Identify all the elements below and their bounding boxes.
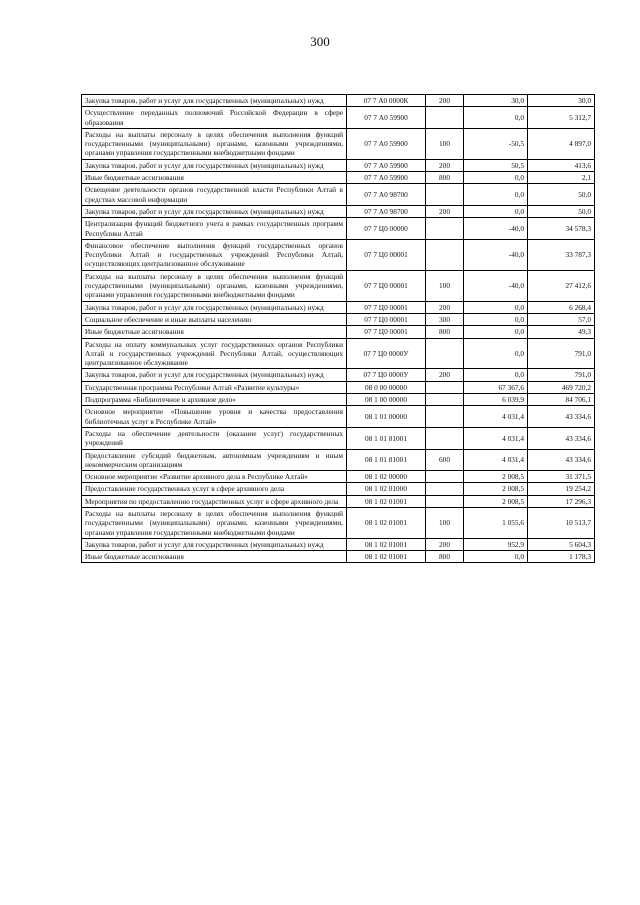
row-expense-type bbox=[426, 184, 464, 206]
row-total-amount: 413,6 bbox=[528, 159, 595, 171]
row-code: 07 7 А0 98700 bbox=[347, 205, 426, 217]
row-change-amount: 2 008,5 bbox=[464, 495, 528, 507]
row-name: Иные бюджетные ассигнования bbox=[82, 326, 347, 338]
row-change-amount: -50,5 bbox=[464, 128, 528, 159]
row-code: 08 1 02 00000 bbox=[347, 471, 426, 483]
table-row bbox=[82, 394, 595, 406]
row-code: 07 7 Ц0 00001 bbox=[347, 301, 426, 313]
row-code: 07 7 А0 59900 bbox=[347, 172, 426, 184]
row-code: 08 1 02 01001 bbox=[347, 507, 426, 538]
row-expense-type: 200 bbox=[426, 159, 464, 171]
row-total-amount: 469 720,2 bbox=[528, 381, 595, 393]
row-name: Закупка товаров, работ и услуг для государственных (муниципальных) нужд bbox=[82, 301, 347, 313]
row-expense-type: 100 bbox=[426, 507, 464, 538]
row-code: 07 7 Ц0 00001 bbox=[347, 270, 426, 301]
row-name: Основное мероприятие «Повышение уровня и качества предоставления библиотечных услуг в Республике Алтай» bbox=[82, 406, 347, 428]
row-code: 07 7 А0 0000К bbox=[347, 95, 426, 107]
row-name: Закупка товаров, работ и услуг для государственных (муниципальных) нужд bbox=[82, 205, 347, 217]
row-total-amount: 43 334,6 bbox=[528, 449, 595, 471]
row-expense-type: 300 bbox=[426, 313, 464, 325]
row-code: 07 7 Ц0 0000У bbox=[347, 369, 426, 381]
row-name: Закупка товаров, работ и услуг для государственных (муниципальных) нужд bbox=[82, 369, 347, 381]
table-row bbox=[82, 551, 595, 563]
row-code: 07 7 Ц0 0000У bbox=[347, 338, 426, 369]
table-row bbox=[82, 507, 595, 538]
table-row bbox=[82, 301, 595, 313]
row-name: Иные бюджетные ассигнования bbox=[82, 551, 347, 563]
row-total-amount: 50,0 bbox=[528, 184, 595, 206]
row-name: Освещение деятельности органов государственной власти Республики Алтай в средствах массовой информации bbox=[82, 184, 347, 206]
row-name: Социальное обеспечение и иные выплаты населению bbox=[82, 313, 347, 325]
row-expense-type: 800 bbox=[426, 326, 464, 338]
row-code: 08 1 01 81001 bbox=[347, 449, 426, 471]
row-expense-type: 800 bbox=[426, 551, 464, 563]
row-change-amount: 4 031,4 bbox=[464, 406, 528, 428]
row-expense-type bbox=[426, 483, 464, 495]
row-code: 08 1 01 00000 bbox=[347, 406, 426, 428]
row-change-amount: 0,0 bbox=[464, 313, 528, 325]
budget-table-body bbox=[82, 95, 595, 563]
table-row bbox=[82, 270, 595, 301]
row-name: Расходы на выплаты персоналу в целях обеспечения выполнения функций государственными (муниципальными) органами, казенными учреждениями, органами управления государственными внебюджетными фондами bbox=[82, 270, 347, 301]
table-row bbox=[82, 313, 595, 325]
row-code: 08 1 02 01001 bbox=[347, 495, 426, 507]
table-row bbox=[82, 471, 595, 483]
row-code: 07 7 Ц0 00001 bbox=[347, 326, 426, 338]
row-total-amount: 19 254,2 bbox=[528, 483, 595, 495]
row-expense-type: 200 bbox=[426, 538, 464, 550]
row-change-amount: 4 031,4 bbox=[464, 427, 528, 449]
row-expense-type bbox=[426, 394, 464, 406]
row-expense-type bbox=[426, 427, 464, 449]
row-code: 07 7 Ц0 00001 bbox=[347, 313, 426, 325]
row-total-amount: 49,3 bbox=[528, 326, 595, 338]
row-change-amount: 0,0 bbox=[464, 326, 528, 338]
row-total-amount: 791,0 bbox=[528, 338, 595, 369]
row-expense-type bbox=[426, 406, 464, 428]
row-expense-type bbox=[426, 495, 464, 507]
table-row bbox=[82, 107, 595, 129]
table-row bbox=[82, 483, 595, 495]
table-row bbox=[82, 218, 595, 240]
table-row bbox=[82, 381, 595, 393]
table-row bbox=[82, 128, 595, 159]
row-expense-type bbox=[426, 239, 464, 270]
row-total-amount: 43 334,6 bbox=[528, 427, 595, 449]
row-change-amount: -40,0 bbox=[464, 270, 528, 301]
row-code: 08 0 00 00000 bbox=[347, 381, 426, 393]
row-code: 07 7 Ц0 00000 bbox=[347, 218, 426, 240]
page-number: 300 bbox=[310, 34, 330, 49]
row-code: 08 1 02 01001 bbox=[347, 538, 426, 550]
row-name: Расходы на оплату коммунальных услуг государственных органов Республики Алтай и государственных учреждений Республики Алтай, осуществляющих централизованное обслуживание bbox=[82, 338, 347, 369]
row-total-amount: 10 513,7 bbox=[528, 507, 595, 538]
row-expense-type: 200 bbox=[426, 205, 464, 217]
row-total-amount: 57,0 bbox=[528, 313, 595, 325]
row-expense-type bbox=[426, 338, 464, 369]
row-name: Закупка товаров, работ и услуг для государственных (муниципальных) нужд bbox=[82, 159, 347, 171]
row-total-amount: 5 604,3 bbox=[528, 538, 595, 550]
table-row bbox=[82, 172, 595, 184]
row-expense-type: 200 bbox=[426, 301, 464, 313]
table-row bbox=[82, 427, 595, 449]
row-name: Финансовое обеспечение выполнения функций государственных органов Республики Алтай и государственных учреждений Республики Алтай, осуществляющих централизованное обслуживание bbox=[82, 239, 347, 270]
row-code: 07 7 А0 98700 bbox=[347, 184, 426, 206]
row-change-amount: 4 031,4 bbox=[464, 449, 528, 471]
table-row bbox=[82, 95, 595, 107]
row-name: Предоставление государственных услуг в сфере архивного дела bbox=[82, 483, 347, 495]
row-total-amount: 30,0 bbox=[528, 95, 595, 107]
row-total-amount: 31 371,5 bbox=[528, 471, 595, 483]
row-name: Централизация функций бюджетного учета в рамках государственных программ Республики Алтай bbox=[82, 218, 347, 240]
row-code: 08 1 00 00000 bbox=[347, 394, 426, 406]
row-change-amount: 0,0 bbox=[464, 369, 528, 381]
row-total-amount: 43 334,6 bbox=[528, 406, 595, 428]
row-name: Закупка товаров, работ и услуг для государственных (муниципальных) нужд bbox=[82, 538, 347, 550]
table-row bbox=[82, 205, 595, 217]
row-change-amount: 0,0 bbox=[464, 107, 528, 129]
row-total-amount: 27 412,6 bbox=[528, 270, 595, 301]
row-change-amount: 0,0 bbox=[464, 301, 528, 313]
table-row bbox=[82, 239, 595, 270]
table-row bbox=[82, 538, 595, 550]
row-change-amount: 0,0 bbox=[464, 205, 528, 217]
row-total-amount: 791,0 bbox=[528, 369, 595, 381]
row-total-amount: 2,1 bbox=[528, 172, 595, 184]
table-row bbox=[82, 495, 595, 507]
row-code: 08 1 02 01000 bbox=[347, 483, 426, 495]
row-expense-type: 800 bbox=[426, 172, 464, 184]
row-code: 07 7 А0 59900 bbox=[347, 159, 426, 171]
row-code: 08 1 01 81001 bbox=[347, 427, 426, 449]
row-change-amount: 0,0 bbox=[464, 338, 528, 369]
row-change-amount: 67 367,6 bbox=[464, 381, 528, 393]
row-change-amount: 6 039,9 bbox=[464, 394, 528, 406]
row-expense-type: 200 bbox=[426, 95, 464, 107]
row-name: Расходы на обеспечение деятельности (оказание услуг) государственных учреждений bbox=[82, 427, 347, 449]
row-total-amount: 34 578,3 bbox=[528, 218, 595, 240]
row-name: Иные бюджетные ассигнования bbox=[82, 172, 347, 184]
row-change-amount: -40,0 bbox=[464, 239, 528, 270]
row-name: Подпрограмма «Библиотечное и архивное дело» bbox=[82, 394, 347, 406]
row-total-amount: 5 312,7 bbox=[528, 107, 595, 129]
table-row bbox=[82, 326, 595, 338]
row-expense-type bbox=[426, 381, 464, 393]
row-change-amount: 0,0 bbox=[464, 172, 528, 184]
table-row bbox=[82, 184, 595, 206]
row-total-amount: 6 268,4 bbox=[528, 301, 595, 313]
row-total-amount: 84 706,1 bbox=[528, 394, 595, 406]
row-expense-type bbox=[426, 218, 464, 240]
row-change-amount: -40,0 bbox=[464, 218, 528, 240]
row-name: Предоставление субсидий бюджетным, автономным учреждениям и иным некоммерческим организациям bbox=[82, 449, 347, 471]
table-row bbox=[82, 159, 595, 171]
row-name: Закупка товаров, работ и услуг для государственных (муниципальных) нужд bbox=[82, 95, 347, 107]
row-expense-type bbox=[426, 471, 464, 483]
table-row bbox=[82, 369, 595, 381]
table-row bbox=[82, 338, 595, 369]
table-row bbox=[82, 406, 595, 428]
row-change-amount: 1 055,6 bbox=[464, 507, 528, 538]
row-change-amount: 50,5 bbox=[464, 159, 528, 171]
row-total-amount: 50,0 bbox=[528, 205, 595, 217]
row-name: Государственная программа Республики Алтай «Развитие культуры» bbox=[82, 381, 347, 393]
row-total-amount: 17 296,3 bbox=[528, 495, 595, 507]
row-total-amount: 1 178,3 bbox=[528, 551, 595, 563]
row-expense-type: 600 bbox=[426, 449, 464, 471]
row-name: Расходы на выплаты персоналу в целях обеспечения выполнения функций государственными (муниципальными) органами, казенными учреждениями, органами управления государственными внебюджетными фондами bbox=[82, 507, 347, 538]
row-name: Основное мероприятие «Развитие архивного дела в Республике Алтай» bbox=[82, 471, 347, 483]
row-expense-type: 100 bbox=[426, 270, 464, 301]
row-expense-type: 100 bbox=[426, 128, 464, 159]
budget-table bbox=[81, 94, 595, 563]
row-change-amount: 952,9 bbox=[464, 538, 528, 550]
row-code: 07 7 А0 59900 bbox=[347, 107, 426, 129]
row-total-amount: 33 787,3 bbox=[528, 239, 595, 270]
row-code: 08 1 02 01001 bbox=[347, 551, 426, 563]
row-name: Расходы на выплаты персоналу в целях обеспечения выполнения функций государственными (муниципальными) органами, казенными учреждениями, органами управления государственными внебюджетными фондами bbox=[82, 128, 347, 159]
row-change-amount: 0,0 bbox=[464, 551, 528, 563]
row-change-amount: 0,0 bbox=[464, 184, 528, 206]
row-expense-type bbox=[426, 107, 464, 129]
row-code: 07 7 Ц0 00001 bbox=[347, 239, 426, 270]
row-code: 07 7 А0 59900 bbox=[347, 128, 426, 159]
table-row bbox=[82, 449, 595, 471]
row-change-amount: 2 008,5 bbox=[464, 483, 528, 495]
row-change-amount: 30,0 bbox=[464, 95, 528, 107]
row-change-amount: 2 008,5 bbox=[464, 471, 528, 483]
row-name: Осуществление переданных полномочий Российской Федерации в сфере образования bbox=[82, 107, 347, 129]
row-total-amount: 4 897,0 bbox=[528, 128, 595, 159]
row-name: Мероприятия по предоставлению государственных услуг в сфере архивного дела bbox=[82, 495, 347, 507]
row-expense-type: 200 bbox=[426, 369, 464, 381]
